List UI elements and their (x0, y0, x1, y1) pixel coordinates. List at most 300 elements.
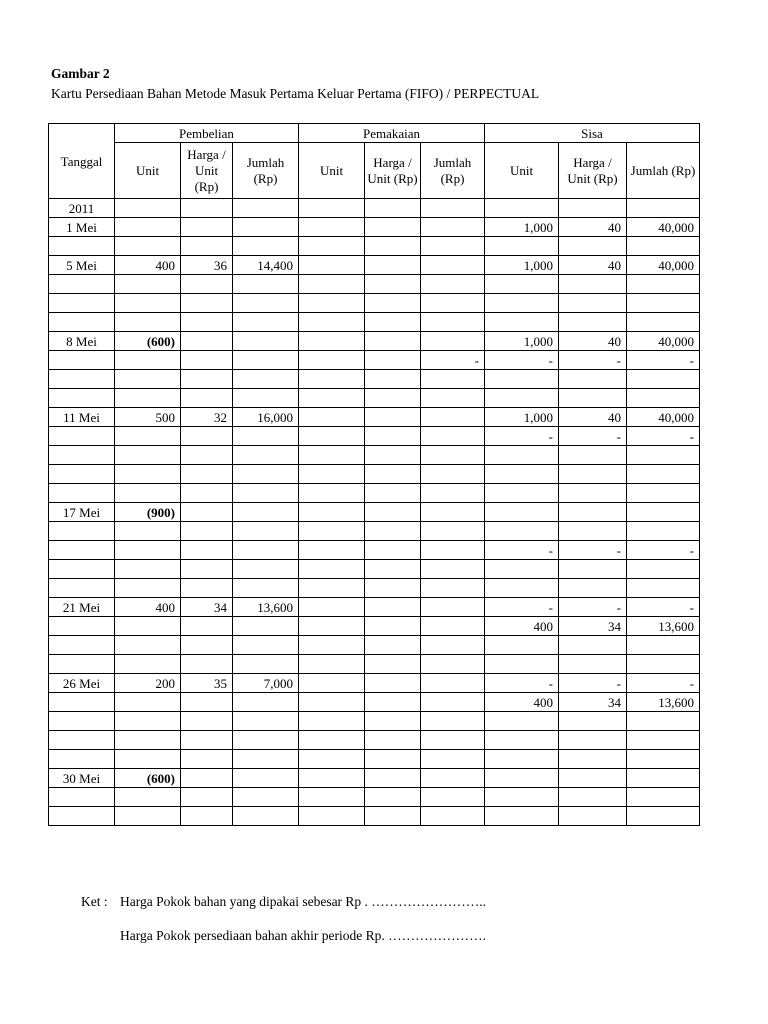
cell-pembelian-jumlah (233, 788, 299, 807)
cell-pembelian-harga (181, 541, 233, 560)
cell-pemakaian-jumlah (421, 275, 485, 294)
cell-tanggal (49, 427, 115, 446)
cell-sisa-harga (559, 389, 627, 408)
cell-sisa-harga (559, 579, 627, 598)
cell-sisa-jumlah (627, 712, 700, 731)
cell-sisa-unit (485, 807, 559, 826)
cell-tanggal (49, 541, 115, 560)
cell-pembelian-unit (115, 579, 181, 598)
cell-pemakaian-harga (365, 484, 421, 503)
cell-pemakaian-unit (299, 731, 365, 750)
cell-pemakaian-jumlah (421, 484, 485, 503)
cell-sisa-harga (559, 237, 627, 256)
cell-pembelian-harga (181, 446, 233, 465)
cell-pembelian-unit: (600) (115, 332, 181, 351)
cell-pemakaian-jumlah (421, 617, 485, 636)
cell-sisa-harga (559, 370, 627, 389)
table-row (49, 427, 700, 446)
cell-sisa-unit (485, 465, 559, 484)
header-sisa: Sisa (485, 124, 700, 143)
cell-pemakaian-harga (365, 541, 421, 560)
cell-sisa-jumlah (627, 199, 700, 218)
cell-pembelian-harga (181, 750, 233, 769)
cell-sisa-harga (559, 503, 627, 522)
figure-subtitle: Kartu Persediaan Bahan Metode Masuk Pertama Keluar Pertama (FIFO) / PERPECTUAL (51, 86, 540, 101)
cell-pembelian-unit (115, 275, 181, 294)
cell-pembelian-jumlah (233, 503, 299, 522)
cell-pembelian-jumlah (233, 446, 299, 465)
cell-tanggal: 21 Mei (49, 598, 115, 617)
cell-sisa-unit (485, 199, 559, 218)
cell-pembelian-jumlah (233, 522, 299, 541)
cell-pemakaian-jumlah (421, 522, 485, 541)
cell-pembelian-jumlah (233, 237, 299, 256)
cell-pemakaian-harga (365, 199, 421, 218)
cell-sisa-harga (559, 655, 627, 674)
cell-pemakaian-harga (365, 294, 421, 313)
table-row (49, 256, 700, 275)
cell-sisa-jumlah: - (627, 351, 700, 370)
cell-pemakaian-harga (365, 769, 421, 788)
cell-pemakaian-harga (365, 655, 421, 674)
cell-pemakaian-jumlah (421, 389, 485, 408)
cell-sisa-jumlah: - (627, 541, 700, 560)
cell-sisa-harga: - (559, 427, 627, 446)
cell-sisa-jumlah (627, 750, 700, 769)
header-tanggal: Tanggal (49, 124, 115, 199)
cell-pemakaian-jumlah (421, 560, 485, 579)
cell-pemakaian-jumlah (421, 674, 485, 693)
note-cost-of-materials-used: Harga Pokok bahan yang dipakai sebesar Rp . …………………….. (120, 894, 487, 909)
cell-sisa-harga: - (559, 598, 627, 617)
cell-sisa-unit: - (485, 427, 559, 446)
cell-pembelian-harga (181, 427, 233, 446)
cell-pembelian-unit (115, 389, 181, 408)
cell-pembelian-unit (115, 693, 181, 712)
cell-tanggal (49, 693, 115, 712)
cell-pemakaian-unit (299, 237, 365, 256)
cell-pembelian-unit (115, 655, 181, 674)
header-pembelian-harga: Harga / Unit (Rp) (181, 143, 233, 199)
cell-tanggal (49, 389, 115, 408)
cell-pemakaian-harga (365, 617, 421, 636)
cell-sisa-unit (485, 275, 559, 294)
cell-pemakaian-jumlah (421, 579, 485, 598)
cell-pemakaian-jumlah (421, 408, 485, 427)
cell-pemakaian-unit (299, 598, 365, 617)
cell-sisa-jumlah: 13,600 (627, 693, 700, 712)
table-row (49, 636, 700, 655)
table-row (49, 769, 700, 788)
table-row (49, 351, 700, 370)
cell-pemakaian-jumlah (421, 503, 485, 522)
cell-sisa-unit: 400 (485, 693, 559, 712)
header-pembelian: Pembelian (115, 124, 299, 143)
cell-sisa-harga (559, 750, 627, 769)
cell-pembelian-jumlah (233, 807, 299, 826)
cell-sisa-unit (485, 788, 559, 807)
cell-sisa-unit (485, 769, 559, 788)
cell-pemakaian-jumlah (421, 313, 485, 332)
cell-tanggal (49, 750, 115, 769)
header-pembelian-jumlah: Jumlah (Rp) (233, 143, 299, 199)
cell-pembelian-harga (181, 237, 233, 256)
cell-sisa-jumlah: 40,000 (627, 332, 700, 351)
cell-pemakaian-harga (365, 522, 421, 541)
cell-pemakaian-unit (299, 256, 365, 275)
table-row (49, 617, 700, 636)
cell-sisa-jumlah: 40,000 (627, 256, 700, 275)
cell-pembelian-harga: 34 (181, 598, 233, 617)
cell-sisa-jumlah (627, 275, 700, 294)
cell-pembelian-harga: 32 (181, 408, 233, 427)
cell-pembelian-unit (115, 750, 181, 769)
cell-sisa-unit (485, 237, 559, 256)
cell-sisa-jumlah (627, 788, 700, 807)
cell-pemakaian-jumlah (421, 712, 485, 731)
cell-pemakaian-unit (299, 370, 365, 389)
cell-sisa-jumlah (627, 294, 700, 313)
cell-sisa-harga (559, 484, 627, 503)
cell-sisa-jumlah (627, 465, 700, 484)
cell-sisa-jumlah (627, 769, 700, 788)
table-row (49, 503, 700, 522)
cell-pemakaian-unit (299, 617, 365, 636)
cell-pemakaian-harga (365, 408, 421, 427)
cell-tanggal (49, 294, 115, 313)
notes-prefix: Ket : (81, 894, 108, 909)
header-pemakaian-jumlah: Jumlah (Rp) (421, 143, 485, 199)
cell-pembelian-harga (181, 389, 233, 408)
cell-tanggal: 11 Mei (49, 408, 115, 427)
cell-sisa-jumlah: 13,600 (627, 617, 700, 636)
cell-tanggal: 5 Mei (49, 256, 115, 275)
cell-pemakaian-jumlah (421, 218, 485, 237)
cell-sisa-unit: 1,000 (485, 218, 559, 237)
cell-tanggal (49, 446, 115, 465)
table-row (49, 541, 700, 560)
cell-pembelian-jumlah (233, 332, 299, 351)
cell-pembelian-harga (181, 465, 233, 484)
table-row (49, 446, 700, 465)
cell-pembelian-unit (115, 199, 181, 218)
cell-pemakaian-harga (365, 218, 421, 237)
table-row (49, 522, 700, 541)
header-pemakaian-unit: Unit (299, 143, 365, 199)
cell-pemakaian-harga (365, 731, 421, 750)
cell-pemakaian-jumlah (421, 731, 485, 750)
cell-tanggal (49, 788, 115, 807)
cell-sisa-harga: 40 (559, 332, 627, 351)
cell-pembelian-jumlah (233, 712, 299, 731)
cell-sisa-unit: 1,000 (485, 408, 559, 427)
cell-pemakaian-harga (365, 256, 421, 275)
cell-pembelian-jumlah (233, 655, 299, 674)
cell-pemakaian-jumlah (421, 693, 485, 712)
cell-sisa-jumlah (627, 503, 700, 522)
cell-pembelian-unit (115, 465, 181, 484)
cell-pemakaian-unit (299, 769, 365, 788)
cell-sisa-harga (559, 712, 627, 731)
cell-pemakaian-harga (365, 275, 421, 294)
cell-pembelian-jumlah (233, 579, 299, 598)
cell-pembelian-harga (181, 332, 233, 351)
cell-pembelian-jumlah (233, 313, 299, 332)
cell-pemakaian-jumlah (421, 332, 485, 351)
cell-pembelian-harga (181, 522, 233, 541)
cell-sisa-jumlah (627, 522, 700, 541)
cell-pembelian-harga (181, 199, 233, 218)
cell-sisa-unit (485, 560, 559, 579)
cell-sisa-harga (559, 769, 627, 788)
cell-pemakaian-harga (365, 750, 421, 769)
cell-sisa-unit (485, 294, 559, 313)
table-row (49, 332, 700, 351)
cell-pemakaian-harga (365, 237, 421, 256)
cell-sisa-harga: - (559, 351, 627, 370)
cell-pemakaian-unit (299, 446, 365, 465)
cell-sisa-unit (485, 579, 559, 598)
cell-sisa-harga (559, 522, 627, 541)
inventory-card-table (48, 123, 700, 826)
cell-pembelian-harga (181, 351, 233, 370)
header-sisa-unit: Unit (485, 143, 559, 199)
cell-sisa-harga: - (559, 674, 627, 693)
cell-pembelian-unit: 400 (115, 256, 181, 275)
cell-tanggal (49, 655, 115, 674)
cell-pembelian-harga (181, 370, 233, 389)
cell-pemakaian-jumlah (421, 636, 485, 655)
cell-pembelian-unit: 200 (115, 674, 181, 693)
cell-pembelian-jumlah (233, 389, 299, 408)
header-pemakaian: Pemakaian (299, 124, 485, 143)
cell-sisa-harga (559, 636, 627, 655)
cell-sisa-jumlah (627, 446, 700, 465)
cell-pemakaian-unit (299, 484, 365, 503)
cell-pemakaian-unit (299, 275, 365, 294)
cell-sisa-jumlah (627, 313, 700, 332)
cell-pemakaian-jumlah (421, 294, 485, 313)
table-row (49, 579, 700, 598)
cell-pembelian-harga: 35 (181, 674, 233, 693)
cell-sisa-jumlah: 40,000 (627, 218, 700, 237)
cell-pembelian-harga (181, 560, 233, 579)
cell-pembelian-jumlah (233, 294, 299, 313)
cell-sisa-harga (559, 807, 627, 826)
cell-pemakaian-jumlah (421, 237, 485, 256)
cell-pemakaian-unit (299, 351, 365, 370)
table-row (49, 370, 700, 389)
cell-sisa-jumlah: - (627, 598, 700, 617)
header-sisa-jumlah: Jumlah (Rp) (627, 143, 700, 199)
cell-pembelian-unit (115, 541, 181, 560)
cell-sisa-jumlah: - (627, 427, 700, 446)
cell-sisa-jumlah (627, 237, 700, 256)
cell-sisa-unit (485, 484, 559, 503)
cell-sisa-unit (485, 655, 559, 674)
header-sisa-harga: Harga / Unit (Rp) (559, 143, 627, 199)
cell-pemakaian-jumlah (421, 370, 485, 389)
cell-pemakaian-harga (365, 370, 421, 389)
cell-pembelian-jumlah (233, 560, 299, 579)
header-pembelian-unit: Unit (115, 143, 181, 199)
cell-pemakaian-jumlah (421, 788, 485, 807)
cell-pemakaian-unit (299, 427, 365, 446)
cell-pembelian-unit (115, 218, 181, 237)
cell-pembelian-jumlah (233, 636, 299, 655)
cell-pemakaian-harga (365, 351, 421, 370)
table-row (49, 389, 700, 408)
cell-pemakaian-unit (299, 199, 365, 218)
cell-tanggal (49, 579, 115, 598)
cell-pemakaian-harga (365, 674, 421, 693)
table-row (49, 750, 700, 769)
cell-pembelian-jumlah (233, 731, 299, 750)
cell-sisa-jumlah: - (627, 674, 700, 693)
cell-pemakaian-unit (299, 218, 365, 237)
inventory-card-body (49, 199, 700, 826)
cell-sisa-harga (559, 275, 627, 294)
cell-pembelian-unit (115, 636, 181, 655)
cell-pemakaian-jumlah (421, 807, 485, 826)
table-row (49, 712, 700, 731)
cell-sisa-harga: 40 (559, 218, 627, 237)
cell-sisa-unit: 1,000 (485, 332, 559, 351)
cell-pembelian-unit (115, 807, 181, 826)
cell-pemakaian-unit (299, 712, 365, 731)
cell-sisa-unit: 400 (485, 617, 559, 636)
cell-tanggal (49, 712, 115, 731)
cell-pembelian-unit (115, 788, 181, 807)
cell-pemakaian-harga (365, 313, 421, 332)
table-row (49, 218, 700, 237)
cell-tanggal (49, 807, 115, 826)
cell-pemakaian-jumlah (421, 446, 485, 465)
cell-sisa-harga (559, 731, 627, 750)
cell-pembelian-harga (181, 807, 233, 826)
cell-sisa-harga (559, 313, 627, 332)
cell-tanggal (49, 560, 115, 579)
cell-sisa-jumlah (627, 579, 700, 598)
cell-pembelian-jumlah (233, 218, 299, 237)
cell-pemakaian-jumlah (421, 465, 485, 484)
cell-pemakaian-jumlah (421, 427, 485, 446)
figure-title: Gambar 2 (51, 66, 110, 81)
table-row (49, 731, 700, 750)
cell-pembelian-unit (115, 427, 181, 446)
table-row (49, 465, 700, 484)
cell-pemakaian-jumlah (421, 199, 485, 218)
header-pemakaian-harga: Harga / Unit (Rp) (365, 143, 421, 199)
cell-pembelian-jumlah (233, 351, 299, 370)
cell-pemakaian-harga (365, 465, 421, 484)
cell-pemakaian-unit (299, 522, 365, 541)
cell-sisa-harga: 34 (559, 617, 627, 636)
cell-pemakaian-unit (299, 750, 365, 769)
cell-pembelian-harga (181, 218, 233, 237)
cell-pemakaian-unit (299, 636, 365, 655)
cell-sisa-jumlah (627, 731, 700, 750)
cell-sisa-harga: 40 (559, 256, 627, 275)
cell-tanggal (49, 522, 115, 541)
cell-pembelian-jumlah (233, 693, 299, 712)
table-row (49, 199, 700, 218)
cell-pemakaian-harga (365, 807, 421, 826)
cell-pembelian-unit (115, 560, 181, 579)
cell-tanggal (49, 617, 115, 636)
cell-pemakaian-harga (365, 788, 421, 807)
cell-pembelian-jumlah (233, 275, 299, 294)
cell-sisa-unit: - (485, 541, 559, 560)
cell-pemakaian-jumlah (421, 598, 485, 617)
cell-pembelian-unit (115, 351, 181, 370)
cell-tanggal: 8 Mei (49, 332, 115, 351)
cell-sisa-harga (559, 465, 627, 484)
cell-sisa-jumlah (627, 807, 700, 826)
cell-sisa-harga (559, 199, 627, 218)
cell-pembelian-unit (115, 313, 181, 332)
cell-sisa-jumlah (627, 636, 700, 655)
cell-pemakaian-jumlah (421, 769, 485, 788)
cell-pembelian-jumlah (233, 750, 299, 769)
cell-pemakaian-unit (299, 788, 365, 807)
cell-pemakaian-harga (365, 712, 421, 731)
cell-pembelian-harga (181, 503, 233, 522)
cell-pemakaian-unit (299, 579, 365, 598)
table-row (49, 560, 700, 579)
cell-pemakaian-harga (365, 636, 421, 655)
cell-sisa-jumlah (627, 484, 700, 503)
cell-pemakaian-unit (299, 503, 365, 522)
cell-pemakaian-harga (365, 693, 421, 712)
cell-sisa-unit (485, 446, 559, 465)
cell-pembelian-harga (181, 484, 233, 503)
cell-pembelian-unit: (900) (115, 503, 181, 522)
cell-sisa-unit (485, 389, 559, 408)
cell-pembelian-jumlah (233, 370, 299, 389)
cell-pemakaian-harga (365, 427, 421, 446)
cell-pembelian-unit: 500 (115, 408, 181, 427)
cell-tanggal (49, 370, 115, 389)
cell-pembelian-harga (181, 636, 233, 655)
cell-pembelian-jumlah (233, 484, 299, 503)
cell-pemakaian-harga (365, 503, 421, 522)
table-row (49, 294, 700, 313)
cell-pembelian-jumlah (233, 541, 299, 560)
cell-sisa-unit (485, 731, 559, 750)
cell-sisa-harga: 40 (559, 408, 627, 427)
cell-pembelian-harga (181, 788, 233, 807)
cell-pembelian-jumlah (233, 617, 299, 636)
cell-tanggal (49, 465, 115, 484)
cell-tanggal (49, 351, 115, 370)
cell-pembelian-jumlah: 13,600 (233, 598, 299, 617)
cell-pembelian-jumlah (233, 199, 299, 218)
cell-pemakaian-unit (299, 541, 365, 560)
cell-pembelian-harga (181, 693, 233, 712)
cell-sisa-unit (485, 313, 559, 332)
cell-pemakaian-jumlah (421, 655, 485, 674)
table-row (49, 598, 700, 617)
cell-tanggal (49, 313, 115, 332)
cell-sisa-unit (485, 522, 559, 541)
cell-sisa-harga (559, 294, 627, 313)
table-row (49, 693, 700, 712)
cell-sisa-jumlah (627, 655, 700, 674)
cell-pembelian-jumlah: 7,000 (233, 674, 299, 693)
cell-pemakaian-jumlah (421, 750, 485, 769)
cell-pemakaian-harga (365, 332, 421, 351)
